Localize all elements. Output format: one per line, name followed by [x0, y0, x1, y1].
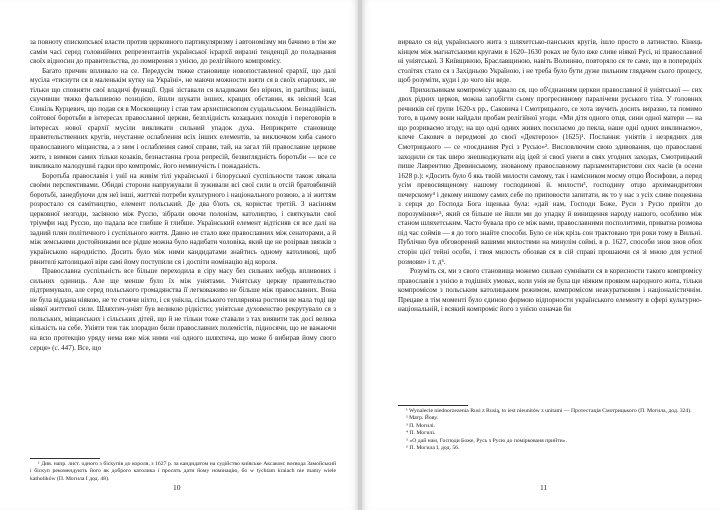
footnote-separator — [398, 405, 468, 406]
footnote: ⁶ П. Могила І, дод. 56. — [406, 445, 460, 452]
page-number-left: 10 — [173, 483, 181, 492]
right-footnotes — [398, 408, 702, 452]
left-footnotes — [30, 461, 336, 483]
paragraph: Боротьба православія і унії на живім тілі української і білоруської суспільности також лякала своїми перспективами. Обидві сторони напружували й зуживали всі свої сили в отсій братовбивчій боротьбі, занедбуючи для неї інші, життєві потреби культурного і національного розвою, а зі життям розростало ся самітництво, елемент польський. Де два б'ють ся, користає третій. З насінням церковної незгоди, засіяною між Руссю, зібрали овочи полонізм, католицтво, і святкували свої тріумфи над Руссю, що падала все глибше й глибше. Український елемент відтісняв ся все далі на задний плян політичного і суспільного життя. Давно не стало вже православних між сенаторами, а й між земськими достойниками все рідше можна було надибати чоловіка, який ще не розірвав звязків з українською народністю. Досить було між ними кандидатами знайтись одному католикові, щоб рвнителі католицької віри самі йому поступили ся і доспіти номінацію від короля. — [30, 171, 336, 266]
footnote: ¹ Див. напр. лист. одного з біскупів до короля, з 1627 р. за кандидатом на судійство київське Аксаком: воєвода Замойський і біскуп рекомендують його як доброго католика і просять дати йому номінацію, бо w tychtam kraiach nie mamy wiele katholików (П. Могила І дод. 48). — [30, 461, 336, 482]
right-body-text — [398, 38, 702, 315]
paragraph: за повноту єпископської власти против церковного партикуляризму і автономізму ми бачимо в тім же самім часі серед головніймих репрезентантів української ієрархії виразні тенденції до поладнання своїх відносин до правительства, до помирення з унією, до релігійного компромісу. — [30, 38, 336, 66]
paragraph: Багато причин впливало на се. Передусім тяжке становище новопоставленої єрархії, що далі мусіла «тиснути ся в маленькім кутку на Україні», не маючи можности взяти ся в своїх епархиях, не тільки що сповняти свої владичі функції. Одні зіставали ся владиками без вірних, in partibus; інші, скучивши тяжко фальшивою позицією, йшли шукати інших, кращих обставин, як звісний Ісая Єзикіль Курцевич, що подав ся в Московщину і став там архиєпископом суздальським. Безнадійність сойтової боротьби в інтересах православної церкви, безплідність козацьких походів і переговорів в інтересах нової єрархії мусіли викликати сильний упадок духа. Неприкрите становище правительственних кругів, неустанне ослаблення всіх інших елементів, за виключком хиба самого православного міщанства, а з ним і ослаблення самої справи, тай, на загал тій православне церкове жите, з вимком самих тільки козаків, безнастанна гроза репресій, безвиглядність боротьби — все се викликало малодушні гадки про компроміс, його неминучість і пожаданість. — [30, 66, 336, 171]
paragraph: Православна суспільність все більше переходила в сіру масу без сильних небудь впливових і сильних одиниць. Але ще менше було їх між уніятами. Уніятську церкву правительство підтримувало, але серед польського громадянства її легковаживо не більше між православних. Вона не була віддана ніякою, не те стоячи ніхто, і ся унікла, сільського теплярняна ростиня не мала тоді ще ніякої життєвої сили. Шляхтич-уніят був великою рідкістю; уніятське духовенство рекрутувало ся з польських, міщанських і сільських дітей, що й не тільки тоже ставали з тах виявити так досі велика кількість на себе. Уніяти теж так злорадно били православних полемістів, підносячи, що не важаючи на всю протекцію уряду нема вже між ними «ні одного шляхтича, що може б вибирав йому свого серця» (с. 447). Все, що — [30, 267, 336, 352]
left-body-text — [30, 38, 336, 353]
footnote: ² Матр. Йову. — [406, 415, 438, 422]
footnote: ¹ Wynalecie niednorzezenia Rusi z Rusią, to iest nieunitów z unitami — Протестація Смотрицького (П. Могила, дод. 324). — [406, 408, 692, 414]
footnote: ³ П. Могилі. — [406, 422, 436, 429]
left-page — [0, 0, 358, 510]
footnote: ⁵ «О дай нам, Господи Боже, Русь з Русю до поміркованя прийти». — [406, 437, 567, 444]
page-number-right: 11 — [540, 483, 548, 492]
paragraph: вирвало ся від українського жита з шляхетсько-панських кругів, ішло просто в латинство. Кінець кінцем між магнатськими кругами в 1620–1630 роках не було вже сливе ніякої Русі, ні православної ні уніятської. З Київщиною, Браславщиною, навіть Волинню, повторяло ся те саме, що в попередніх столітях стало ся з Західньою Україною, і не треба було бути дуже пильним глядачем сього процесу, щоб розуміти, куди і до чого він веде. — [398, 38, 702, 85]
paragraph: Розуміть ся, ми з свого становища можемо сильно сумнівати ся в корисности такого компромісу православія з унією в тодішніх умовах, коли унія не була ще ніяким проявом народного жита, тільки компромісом з польським католицьким режимом, компромісом неакуратковим і націоналістичнім. Прецаве в тім моменті було єдиною формою відпорности українського елементу в сфері культурно-національній, і всякий компроміс його з унією означав би — [398, 267, 702, 314]
footnote-separator — [30, 458, 100, 459]
right-page — [362, 0, 720, 510]
paragraph: Прихильникам компромісу здавало ся, що об'єднанням церкви православної й уніятської — сих двох рідних церков, можна запобігти сьому прогресивному паралічеви руського тіла. У головних речників сеї ґрупи 1620-х рр., Саковича і Смотрицького, се хота звучить досить виразно, та помимо того, в цьому вони найдали пробам релігійної уґоди. «Ми дітя одного отця, сини одної матери — на що розриваємо згоду; на що одні одних живих посилаємо до пекла, наше одні одних виклинаємо», клече Сакович в передмові до своєї «Дектерозо» (1625)¹. Послання: уніятів і незрядних для Смотрицького — се «поєднання Русі з Русью»². Висловлючим свою здивовання, що православні заходили ся так широ знешкоджувати від ідей зі своєї унеги в свях угодних заходах, Смотрицький пише Лаврентию Древинському, знованому православному парламентаристови сих часів (в осени 1628 р.): «Досить було б якь твоїй милости самому, так і намісником моєму отцю Йосифови, а перед усім превосвященому нашому господинові й. милости³, господину отцю архимандритови печерскому⁴ і декому иншому самих себе по приповости запитати, як то у нас з усіх сливе поцеянна з серця до Господа Бога іщенька була: «дай нам, Господи Боже, Руси з Русю прийти до порозуміння»⁵, який ся більше не йшли ми до упадку й винищення народу нашого, особливо між станом шляхетським. Часто бувала про се між вами, православними посполитими, приватна розмова під час соймів — я до того знайте способи. Було се ніж крізь сон трактовано три роки тому в Вильні. Публічно був обговорений вашими милостями на минулім соймі, в р. 1627, способи знов знов обох сторін цієї тейні особи, і твоя милость обозвав ся в сій справі прошаючи ся зі мною для устної розмови» і т. д⁶. — [398, 85, 702, 266]
footnote: ⁴ П. Могилі. — [406, 430, 436, 437]
